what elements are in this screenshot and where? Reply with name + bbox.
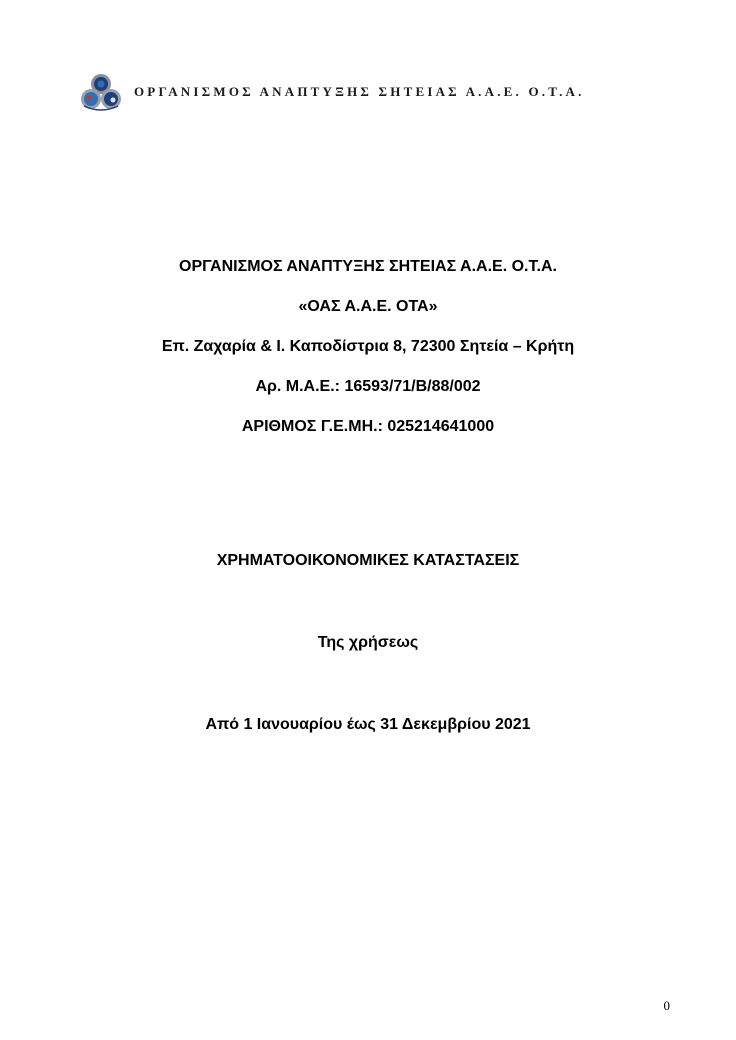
document-subtitle: Της χρήσεως — [317, 634, 419, 651]
organization-logo-icon — [80, 72, 122, 112]
header-title: ΟΡΓΑΝΙΣΜΟΣ ΑΝΑΠΤΥΞΗΣ ΣΗΤΕΙΑΣ Α.Α.Ε. Ο.Τ.Α. — [134, 84, 585, 99]
company-name: ΟΡΓΑΝΙΣΜΟΣ ΑΝΑΠΤΥΞΗΣ ΣΗΤΕΙΑΣ Α.Α.Ε. Ο.Τ.Α. — [179, 258, 557, 275]
document-period: Από 1 Ιανουαρίου έως 31 Δεκεμβρίου 2021 — [205, 716, 531, 733]
page-header — [80, 72, 585, 112]
company-short-name: «ΟΑΣ Α.Α.Ε. ΟΤΑ» — [298, 298, 438, 315]
page-number: 0 — [663, 998, 670, 1013]
company-mae-number: Αρ. Μ.Α.Ε.: 16593/71/Β/88/002 — [255, 378, 481, 395]
company-address: Επ. Ζαχαρία & Ι. Καποδίστρια 8, 72300 Σητεία – Κρήτη — [161, 338, 575, 355]
document-title: ΧΡΗΜΑΤΟΟΙΚΟΝΟΜΙΚΕΣ ΚΑΤΑΣΤΑΣΕΙΣ — [216, 552, 520, 569]
company-gemi-number: ΑΡΙΘΜΟΣ Γ.Ε.ΜΗ.: 025214641000 — [241, 418, 495, 435]
